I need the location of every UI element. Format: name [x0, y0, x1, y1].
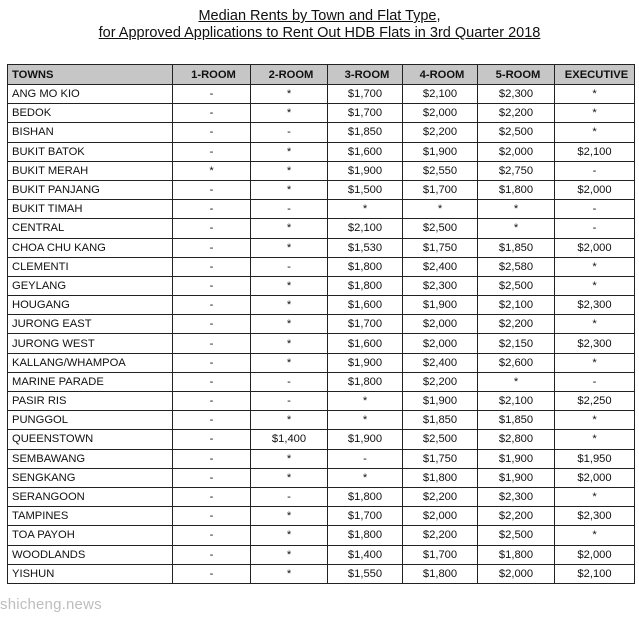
rent-cell: $2,100	[478, 392, 555, 411]
town-name-cell: CLEMENTI	[8, 257, 173, 276]
rent-cell: $2,300	[478, 487, 555, 506]
rent-cell: *	[555, 353, 635, 372]
rent-cell: $2,500	[478, 526, 555, 545]
rent-cell: -	[251, 200, 328, 219]
town-name-cell: SERANGOON	[8, 487, 173, 506]
town-name-cell: YISHUN	[8, 564, 173, 583]
rent-cell: $1,400	[328, 545, 403, 564]
rent-cell: $1,850	[478, 411, 555, 430]
rent-cell: $1,800	[403, 564, 478, 583]
rent-cell: -	[173, 564, 251, 583]
column-header-1-room: 1-ROOM	[173, 65, 251, 85]
rent-cell: $2,500	[478, 276, 555, 295]
rent-cell: -	[173, 334, 251, 353]
rent-cell: $1,900	[328, 161, 403, 180]
table-row	[8, 411, 635, 430]
rent-cell: -	[251, 123, 328, 142]
table-header-row	[8, 65, 635, 85]
table-row	[8, 487, 635, 506]
rent-cell: *	[251, 296, 328, 315]
rent-cell: $2,000	[403, 334, 478, 353]
rent-cell: $1,800	[478, 545, 555, 564]
median-rents-table	[7, 64, 635, 584]
rent-cell: *	[251, 238, 328, 257]
rent-cell: $1,900	[328, 353, 403, 372]
rent-cell: $1,550	[328, 564, 403, 583]
rent-cell: *	[555, 526, 635, 545]
table-row	[8, 276, 635, 295]
rent-cell: $2,300	[403, 276, 478, 295]
rent-cell: $1,700	[403, 545, 478, 564]
rent-cell: -	[173, 315, 251, 334]
rent-cell: *	[555, 257, 635, 276]
rent-cell: -	[173, 142, 251, 161]
table-row	[8, 564, 635, 583]
column-header-3-room: 3-ROOM	[328, 65, 403, 85]
rent-cell: -	[251, 392, 328, 411]
page-title	[0, 0, 639, 52]
rent-cell: *	[251, 334, 328, 353]
rent-cell: $1,530	[328, 238, 403, 257]
table-row	[8, 180, 635, 199]
rent-cell: *	[251, 507, 328, 526]
table-row	[8, 430, 635, 449]
rent-cell: $1,950	[555, 449, 635, 468]
rent-cell: *	[251, 411, 328, 430]
rent-cell: -	[173, 104, 251, 123]
rent-cell: *	[555, 315, 635, 334]
table-row	[8, 104, 635, 123]
rent-cell: -	[555, 200, 635, 219]
town-name-cell: BUKIT BATOK	[8, 142, 173, 161]
rent-cell: -	[173, 219, 251, 238]
rent-cell: -	[173, 276, 251, 295]
rent-cell: $1,900	[403, 142, 478, 161]
town-name-cell: BUKIT PANJANG	[8, 180, 173, 199]
rent-cell: $1,750	[403, 449, 478, 468]
rent-cell: $2,000	[403, 507, 478, 526]
rent-cell: *	[555, 411, 635, 430]
rent-cell: -	[173, 526, 251, 545]
rent-cell: $1,900	[328, 430, 403, 449]
rent-cell: $2,200	[403, 526, 478, 545]
rent-cell: -	[173, 257, 251, 276]
rent-cell: -	[555, 161, 635, 180]
rent-cell: $2,800	[478, 430, 555, 449]
rent-cell: *	[328, 392, 403, 411]
rent-cell: *	[251, 545, 328, 564]
rent-cell: $2,500	[403, 219, 478, 238]
rent-cell: $2,000	[555, 468, 635, 487]
rent-cell: $2,200	[478, 507, 555, 526]
rent-cell: $2,200	[478, 104, 555, 123]
column-header-2-room: 2-ROOM	[251, 65, 328, 85]
rent-cell: $1,800	[328, 372, 403, 391]
rent-cell: -	[328, 449, 403, 468]
rent-cell: *	[251, 468, 328, 487]
rent-cell: $2,500	[403, 430, 478, 449]
rent-cell: $1,800	[328, 526, 403, 545]
table-row	[8, 85, 635, 104]
rent-cell: $1,600	[328, 142, 403, 161]
table-row	[8, 200, 635, 219]
rent-cell: *	[251, 180, 328, 199]
table-row	[8, 507, 635, 526]
rent-cell: *	[251, 564, 328, 583]
rent-cell: $2,000	[403, 315, 478, 334]
rent-cell: *	[555, 276, 635, 295]
table-row	[8, 123, 635, 142]
rent-cell: $2,100	[555, 142, 635, 161]
rent-cell: $2,100	[478, 296, 555, 315]
rent-cell: $2,580	[478, 257, 555, 276]
rent-cell: $2,200	[403, 487, 478, 506]
town-name-cell: BEDOK	[8, 104, 173, 123]
rent-cell: $1,850	[478, 238, 555, 257]
table-row	[8, 353, 635, 372]
rent-cell: *	[328, 411, 403, 430]
rent-cell: *	[251, 353, 328, 372]
rent-cell: -	[173, 200, 251, 219]
table-row	[8, 257, 635, 276]
rent-cell: *	[251, 219, 328, 238]
rent-cell: $2,100	[328, 219, 403, 238]
rent-cell: *	[555, 123, 635, 142]
table-row	[8, 449, 635, 468]
rent-cell: $1,800	[328, 257, 403, 276]
rent-cell: $1,500	[328, 180, 403, 199]
rent-cell: $1,800	[478, 180, 555, 199]
rent-cell: $1,900	[403, 392, 478, 411]
table-row	[8, 219, 635, 238]
column-header-executive: EXECUTIVE	[555, 65, 635, 85]
table-row	[8, 296, 635, 315]
rent-cell: *	[403, 200, 478, 219]
rent-cell: -	[173, 411, 251, 430]
column-header-towns: TOWNS	[8, 65, 173, 85]
table-row	[8, 334, 635, 353]
rent-cell: -	[173, 238, 251, 257]
rent-cell: -	[173, 449, 251, 468]
rent-cell: *	[328, 200, 403, 219]
rent-cell: $1,900	[478, 468, 555, 487]
table-row	[8, 526, 635, 545]
town-name-cell: QUEENSTOWN	[8, 430, 173, 449]
rent-cell: *	[478, 372, 555, 391]
table-row	[8, 238, 635, 257]
rent-cell: *	[478, 219, 555, 238]
rent-cell: $1,750	[403, 238, 478, 257]
rent-cell: *	[251, 276, 328, 295]
rent-cell: $1,850	[403, 411, 478, 430]
rent-cell: *	[251, 85, 328, 104]
town-name-cell: ANG MO KIO	[8, 85, 173, 104]
rent-cell: $1,600	[328, 296, 403, 315]
rent-cell: $2,200	[478, 315, 555, 334]
rent-cell: $1,600	[328, 334, 403, 353]
rent-cell: $2,000	[403, 104, 478, 123]
rent-cell: $1,700	[403, 180, 478, 199]
town-name-cell: SEMBAWANG	[8, 449, 173, 468]
town-name-cell: KALLANG/WHAMPOA	[8, 353, 173, 372]
rent-cell: -	[173, 468, 251, 487]
rent-cell: *	[555, 85, 635, 104]
town-name-cell: BUKIT TIMAH	[8, 200, 173, 219]
column-header-5-room: 5-ROOM	[478, 65, 555, 85]
rent-cell: $1,800	[403, 468, 478, 487]
table-row	[8, 468, 635, 487]
rent-cell: $2,000	[478, 564, 555, 583]
rent-cell: *	[478, 200, 555, 219]
rent-cell: $2,750	[478, 161, 555, 180]
rent-cell: $1,700	[328, 85, 403, 104]
rent-cell: -	[173, 180, 251, 199]
town-name-cell: PUNGGOL	[8, 411, 173, 430]
rent-cell: *	[251, 104, 328, 123]
rent-cell: -	[173, 545, 251, 564]
table-body	[8, 85, 635, 584]
rent-cell: $2,100	[555, 564, 635, 583]
rent-cell: $1,700	[328, 315, 403, 334]
title-line-1: Median Rents by Town and Flat Type,	[198, 8, 441, 24]
rent-cell: $2,000	[555, 545, 635, 564]
rent-cell: -	[173, 430, 251, 449]
rent-cell: *	[251, 142, 328, 161]
rent-cell: -	[251, 372, 328, 391]
rent-cell: -	[555, 219, 635, 238]
rent-cell: $2,500	[478, 123, 555, 142]
rent-cell: $2,550	[403, 161, 478, 180]
town-name-cell: BUKIT MERAH	[8, 161, 173, 180]
rent-cell: $1,900	[403, 296, 478, 315]
rent-cell: $1,900	[478, 449, 555, 468]
town-name-cell: JURONG EAST	[8, 315, 173, 334]
rent-cell: $2,400	[403, 353, 478, 372]
rent-cell: $1,400	[251, 430, 328, 449]
table-row	[8, 392, 635, 411]
rent-cell: $2,000	[555, 238, 635, 257]
rent-cell: $2,400	[403, 257, 478, 276]
rent-cell: $2,300	[555, 334, 635, 353]
rent-cell: -	[173, 487, 251, 506]
rent-cell: *	[555, 430, 635, 449]
rent-cell: $2,300	[478, 85, 555, 104]
town-name-cell: JURONG WEST	[8, 334, 173, 353]
rent-cell: -	[173, 85, 251, 104]
rent-cell: -	[173, 507, 251, 526]
town-name-cell: SENGKANG	[8, 468, 173, 487]
table-row	[8, 372, 635, 391]
table-row	[8, 161, 635, 180]
rent-cell: $1,800	[328, 487, 403, 506]
rent-cell: -	[555, 372, 635, 391]
title-line-2: for Approved Applications to Rent Out HDB Flats in 3rd Quarter 2018	[98, 25, 541, 41]
town-name-cell: CENTRAL	[8, 219, 173, 238]
rent-cell: -	[251, 257, 328, 276]
rent-cell: *	[173, 161, 251, 180]
table-row	[8, 315, 635, 334]
rent-cell: *	[328, 468, 403, 487]
table-row	[8, 545, 635, 564]
rent-cell: $1,850	[328, 123, 403, 142]
town-name-cell: TAMPINES	[8, 507, 173, 526]
rent-cell: -	[173, 372, 251, 391]
rent-cell: $2,300	[555, 507, 635, 526]
town-name-cell: GEYLANG	[8, 276, 173, 295]
rent-cell: $1,800	[328, 276, 403, 295]
rent-cell: -	[173, 353, 251, 372]
rent-cell: $2,200	[403, 372, 478, 391]
table-row	[8, 142, 635, 161]
rent-cell: $2,250	[555, 392, 635, 411]
rent-cell: -	[173, 123, 251, 142]
town-name-cell: HOUGANG	[8, 296, 173, 315]
town-name-cell: PASIR RIS	[8, 392, 173, 411]
rent-cell: *	[251, 315, 328, 334]
town-name-cell: WOODLANDS	[8, 545, 173, 564]
town-name-cell: BISHAN	[8, 123, 173, 142]
rent-cell: *	[251, 161, 328, 180]
rent-cell: *	[555, 104, 635, 123]
rent-cell: $2,000	[478, 142, 555, 161]
rent-cell: *	[555, 487, 635, 506]
column-header-4-room: 4-ROOM	[403, 65, 478, 85]
rent-cell: $2,100	[403, 85, 478, 104]
rent-cell: $2,000	[555, 180, 635, 199]
watermark: shicheng.news	[0, 596, 102, 613]
rent-cell: $2,150	[478, 334, 555, 353]
rent-cell: $2,200	[403, 123, 478, 142]
rent-cell: *	[251, 526, 328, 545]
rent-cell: -	[251, 487, 328, 506]
rent-cell: $1,700	[328, 104, 403, 123]
rent-cell: $2,300	[555, 296, 635, 315]
town-name-cell: MARINE PARADE	[8, 372, 173, 391]
rent-cell: *	[251, 449, 328, 468]
rent-cell: -	[173, 392, 251, 411]
town-name-cell: TOA PAYOH	[8, 526, 173, 545]
rent-cell: $1,700	[328, 507, 403, 526]
town-name-cell: CHOA CHU KANG	[8, 238, 173, 257]
rent-cell: -	[173, 296, 251, 315]
rent-cell: $2,600	[478, 353, 555, 372]
